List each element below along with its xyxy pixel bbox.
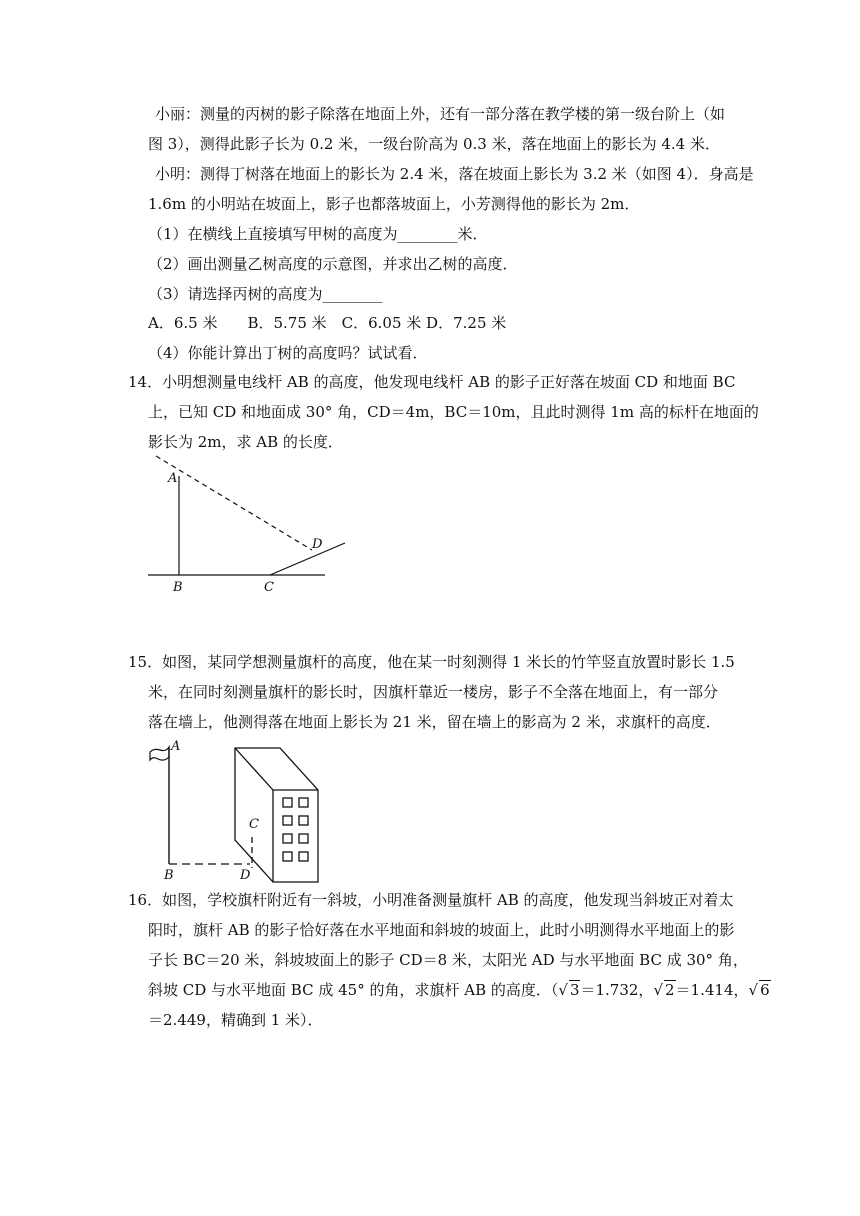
sqrt-3: √ 3 xyxy=(558,981,580,999)
radicand: 3 xyxy=(569,981,580,999)
problem-14-line: 上，已知 CD 和地面成 30° 角，CD＝4m，BC＝10m，且此时测得 1m 高的标杆在地面的 xyxy=(148,403,759,421)
point-d-label: D xyxy=(240,868,251,883)
point-d-label: D xyxy=(312,537,323,552)
problem-15-line: 15．如图，某同学想测量旗杆的高度，他在某一时刻测得 1 米长的竹竿竖直放置时影长 1.5 xyxy=(128,653,735,671)
problem-16-line: 阳时，旗杆 AB 的影子恰好落在水平地面和斜坡的坡面上，此时小明测得水平地面上的影 xyxy=(148,921,735,939)
point-b-label: B xyxy=(173,580,183,595)
problem-14-line: 14．小明想测量电线杆 AB 的高度，他发现电线杆 AB 的影子正好落在坡面 CD 和地面 BC xyxy=(128,373,736,391)
point-a-label: A xyxy=(168,471,178,486)
problem-15-line: 米，在同时刻测量旗杆的影长时，因旗杆靠近一楼房，影子不全落在地面上，有一部分 xyxy=(148,683,719,701)
text-line: 1.6m 的小明站在坡面上，影子也都落坡面上，小芳测得他的影长为 2m． xyxy=(148,195,640,213)
question-3: （3）请选择丙树的高度为________ xyxy=(148,285,383,303)
radicand: 2 xyxy=(665,981,675,999)
text-segment: ＝1.732， xyxy=(580,981,654,999)
problem-16-line: 子长 BC＝20 米，斜坡坡面上的影子 CD＝8 米，太阳光 AD 与水平地面 BC 成 30° 角， xyxy=(148,951,748,969)
point-a-label: A xyxy=(171,739,181,754)
text-line: 图 3），测得此影子长为 0.2 米，一级台阶高为 0.3 米，落在地面上的影长为 4.4 米． xyxy=(148,135,720,153)
sqrt-2: √ 2 xyxy=(653,981,675,999)
question-1: （1）在横线上直接填写甲树的高度为________米． xyxy=(148,225,488,243)
problem-16-line: ＝2.449，精确到 1 米）． xyxy=(148,1011,323,1029)
sqrt-6: √ 6 xyxy=(748,981,770,999)
problem-14-figure xyxy=(140,452,360,602)
problem-16-line xyxy=(148,980,771,1000)
problem-14-line: 影长为 2m，求 AB 的长度． xyxy=(148,433,343,451)
problem-15-figure xyxy=(140,738,340,888)
point-c-label: C xyxy=(249,817,259,832)
answer-options: A．6.5 米 B．5.75 米 C．6.05 米 D．7.25 米 xyxy=(148,314,507,332)
text-segment: 斜坡 CD 与水平地面 BC 成 45° 的角，求旗杆 AB 的高度．（ xyxy=(148,981,559,999)
problem-15-line: 落在墙上，他测得落在地面上影长为 21 米，留在墙上的影高为 2 米，求旗杆的高度． xyxy=(148,713,721,731)
problem-16-line: 16．如图，学校旗杆附近有一斜坡，小明准备测量旗杆 AB 的高度，他发现当斜坡正对着太 xyxy=(128,891,734,909)
text-line: 小丽：测量的丙树的影子除落在地面上外，还有一部分落在教学楼的第一级台阶上（如 xyxy=(155,105,726,123)
text-line: 小明：测得丁树落在地面上的影长为 2.4 米，落在坡面上影长为 3.2 米（如图 4）．身高是 xyxy=(155,165,754,183)
question-2: （2）画出测量乙树高度的示意图，并求出乙树的高度． xyxy=(148,255,518,273)
radicand: 6 xyxy=(760,981,770,999)
text-segment: ＝1.414， xyxy=(675,981,749,999)
point-b-label: B xyxy=(164,868,174,883)
point-c-label: C xyxy=(264,580,274,595)
question-4: （4）你能计算出丁树的高度吗？试试看． xyxy=(148,344,428,362)
